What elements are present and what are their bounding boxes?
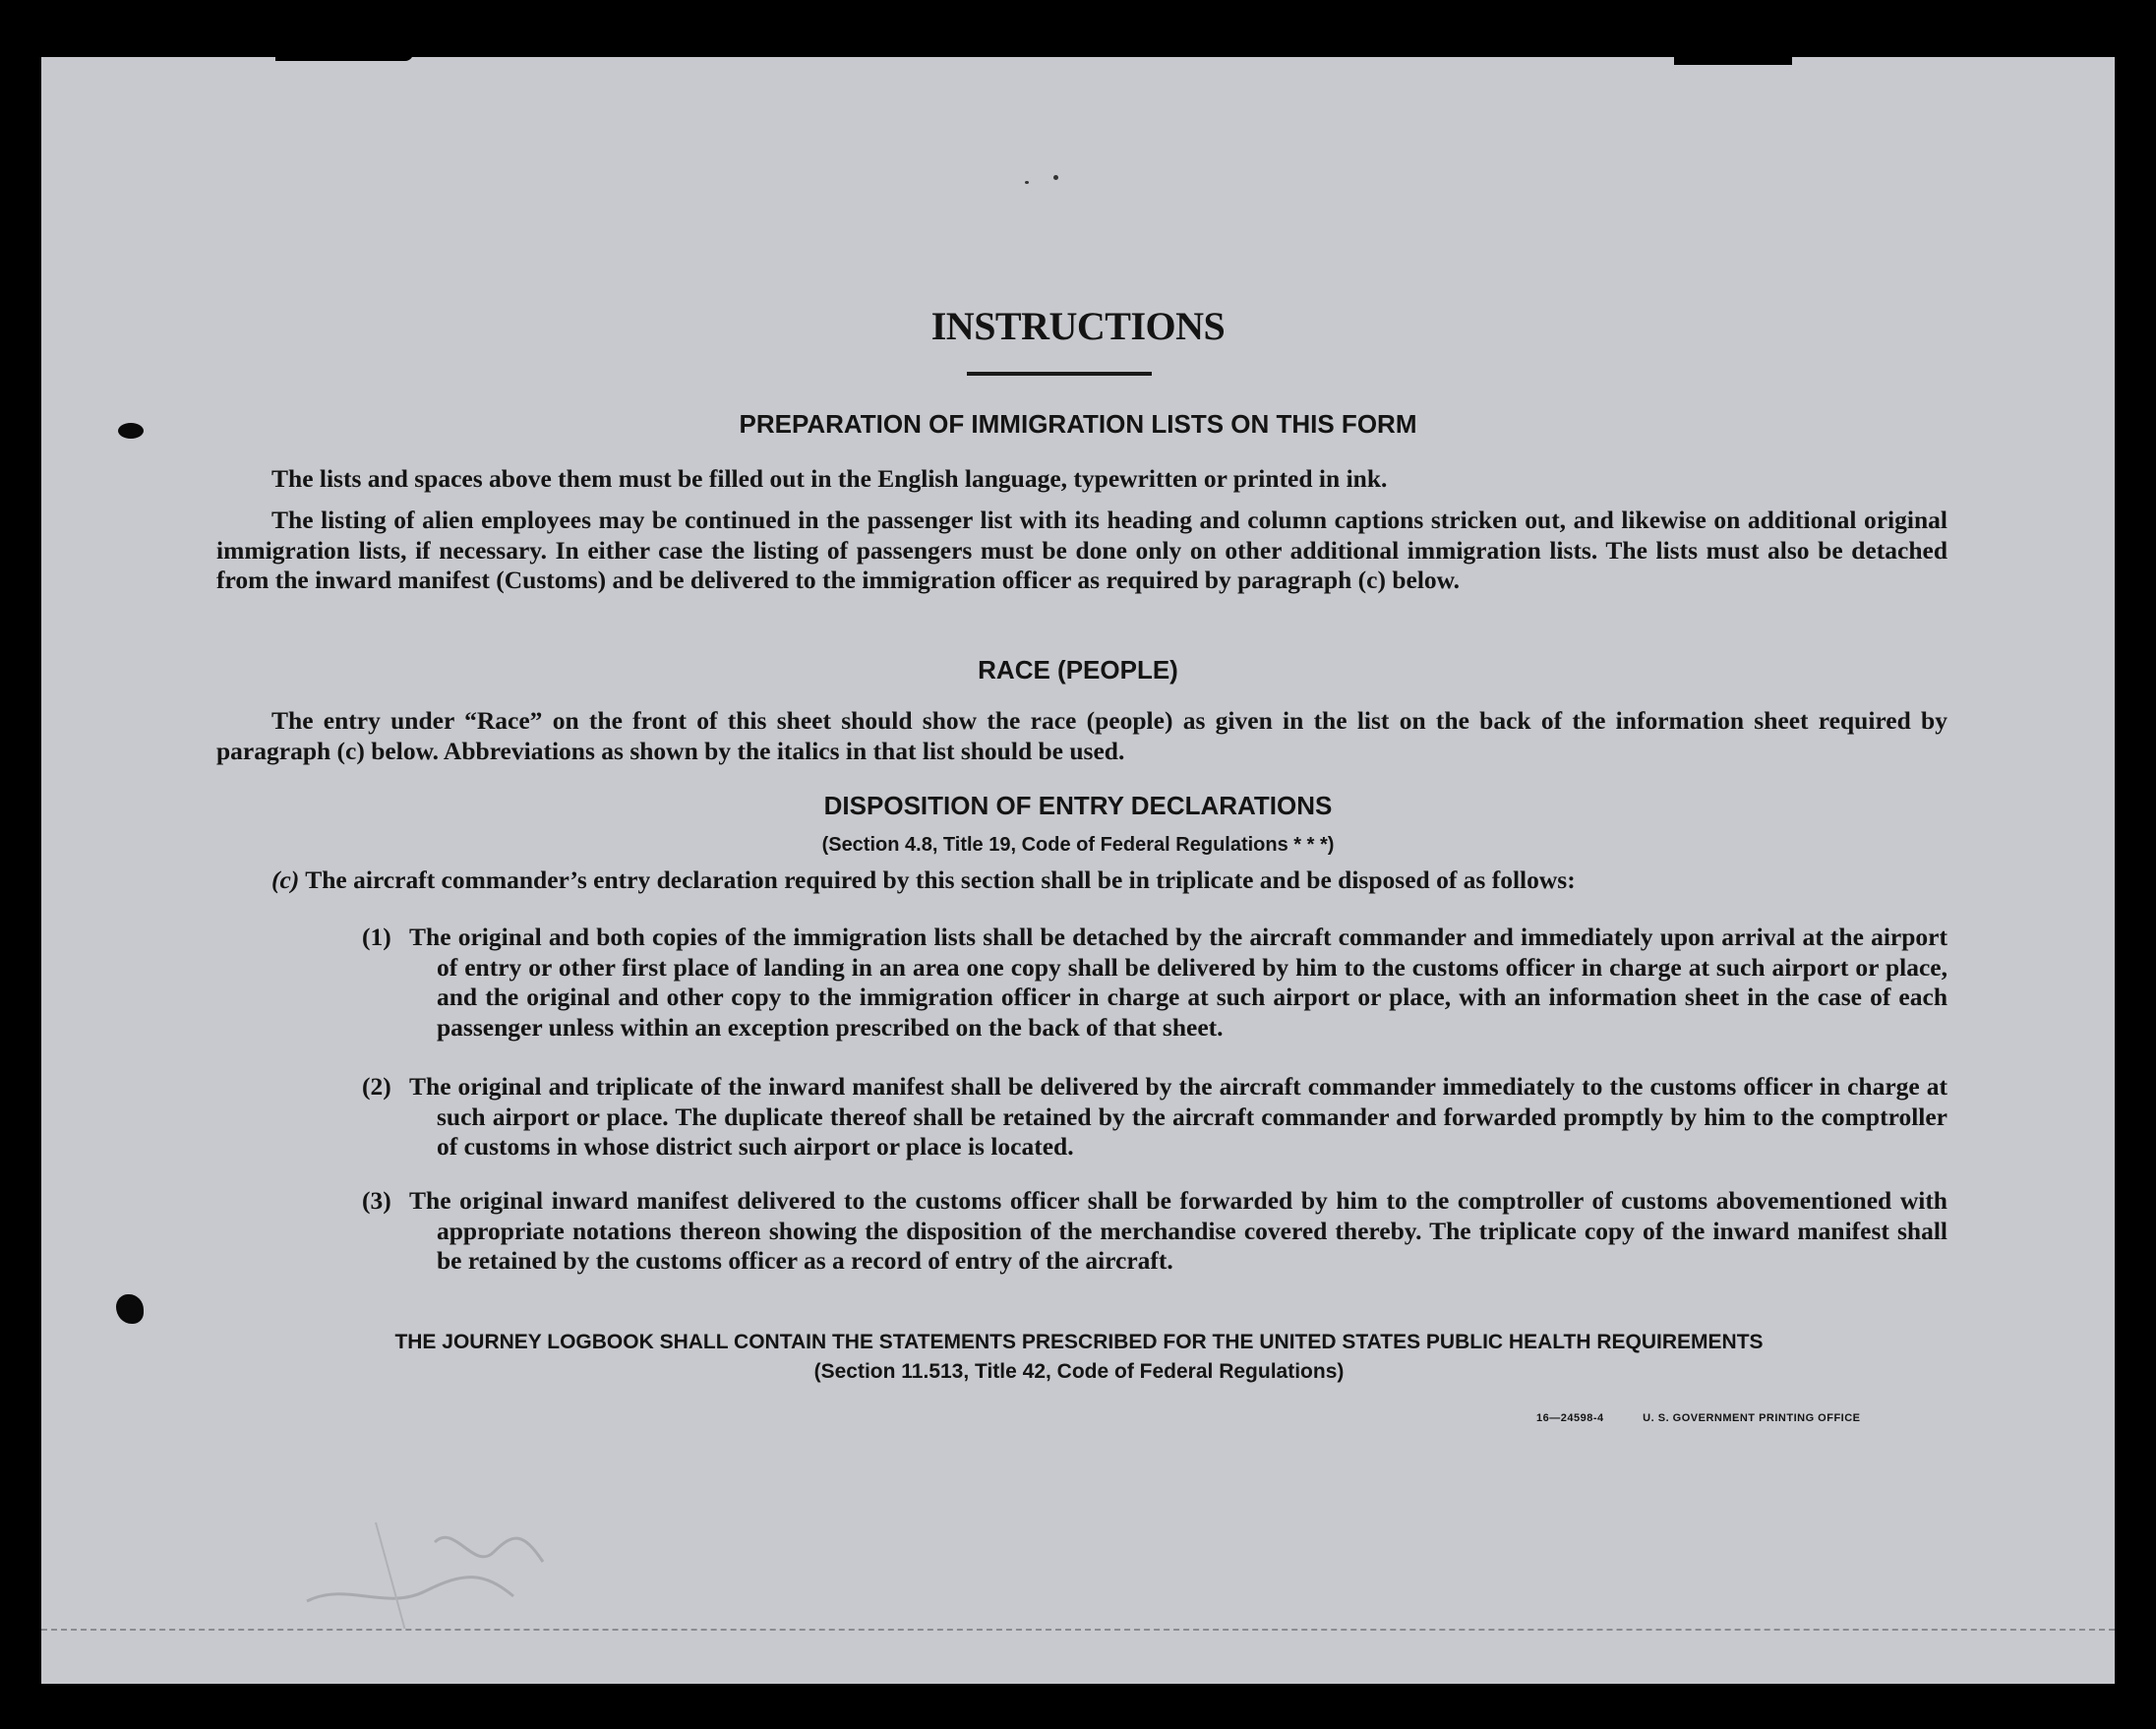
list-item (362, 1072, 1947, 1163)
section-heading-preparation: PREPARATION OF IMMIGRATION LISTS ON THIS FORM (739, 409, 1417, 439)
torn-edge (275, 53, 413, 61)
item-number: (1) (362, 923, 391, 951)
page-title: INSTRUCTIONS (930, 304, 1226, 348)
paragraph-alien-employees: The listing of alien employees may be continued in the passenger list with its heading and column captions stricken out, and likewise on additional original immigration lists, if necessary. In either case the listing of passengers must be done only on other additional immigration lists. The lists must also be detached from the inward manifest (Customs) and be delivered to the immigration officer as required by paragraph (c) below. (216, 506, 1947, 594)
speck (1025, 181, 1029, 184)
faint-signature (287, 1483, 582, 1640)
footer-notice (209, 1328, 1949, 1387)
printer-imprint (1536, 1412, 1896, 1424)
title-underline (967, 372, 1152, 376)
paragraph-language: The lists and spaces above them must be filled out in the English language, typewritten or printed in ink. (271, 464, 1388, 493)
printer-name: U. S. GOVERNMENT PRINTING OFFICE (1643, 1412, 1861, 1424)
document-page (41, 57, 2115, 1682)
list-item (362, 923, 1947, 1043)
list-item (362, 1186, 1947, 1277)
item-text: The original and both copies of the immigration lists shall be detached by the aircraft commander and immediately upon arrival at the airport of entry or other first place of landing in an area one copy shall be delivered by him to the customs officer in charge at such airport or place, and the original and other copy to the immigration officer in charge at such airport or place, with an information sheet in the case of each passenger unless within an exception prescribed on the back of that sheet. (409, 923, 1947, 1042)
clause-label: (c) (271, 865, 300, 894)
perforated-edge (41, 1629, 2115, 1684)
section-heading-disposition: DISPOSITION OF ENTRY DECLARATIONS (823, 791, 1333, 820)
footer-line-1: THE JOURNEY LOGBOOK SHALL CONTAIN THE STATEMENTS PRESCRIBED FOR THE UNITED STATES PUBLIC HEALTH REQUIREMENTS (394, 1331, 1764, 1353)
item-text: The original inward manifest delivered to the customs officer shall be forwarded by him to the comptroller of customs abovementioned with appropriate notations thereon showing the disposition of the merchandise covered thereby. The triplicate copy of the inward manifest shall be retained by the customs officer as a record of entry of the aircraft. (409, 1186, 1947, 1275)
clause-text: The aircraft commander’s entry declaration required by this section shall be in triplicate and be disposed of as follows: (305, 865, 1576, 894)
hole-punch-mark (116, 1294, 144, 1324)
item-number: (2) (362, 1072, 391, 1101)
item-number: (3) (362, 1186, 391, 1215)
speck (1053, 175, 1058, 180)
footer-line-2: (Section 11.513, Title 42, Code of Federal Regulations) (813, 1360, 1345, 1383)
paragraph-race: The entry under “Race” on the front of this sheet should show the race (people) as given in the list on the back of the information sheet required by paragraph (c) below. Abbreviations as shown by the italics in that list should be used. (216, 706, 1947, 765)
citation-section-4-8: (Section 4.8, Title 19, Code of Federal Regulations * * *) (821, 834, 1335, 856)
torn-edge (1674, 51, 1792, 65)
clause-c (271, 865, 1944, 896)
section-heading-race: RACE (PEOPLE) (978, 655, 1178, 685)
item-text: The original and triplicate of the inward manifest shall be delivered by the aircraft commander immediately to the customs officer in charge at such airport or place. The duplicate thereof shall be retained by the aircraft commander and forwarded promptly by him to the comptroller of customs in whose district such airport or place is located. (409, 1072, 1947, 1161)
form-number: 16—24598-4 (1536, 1412, 1604, 1424)
